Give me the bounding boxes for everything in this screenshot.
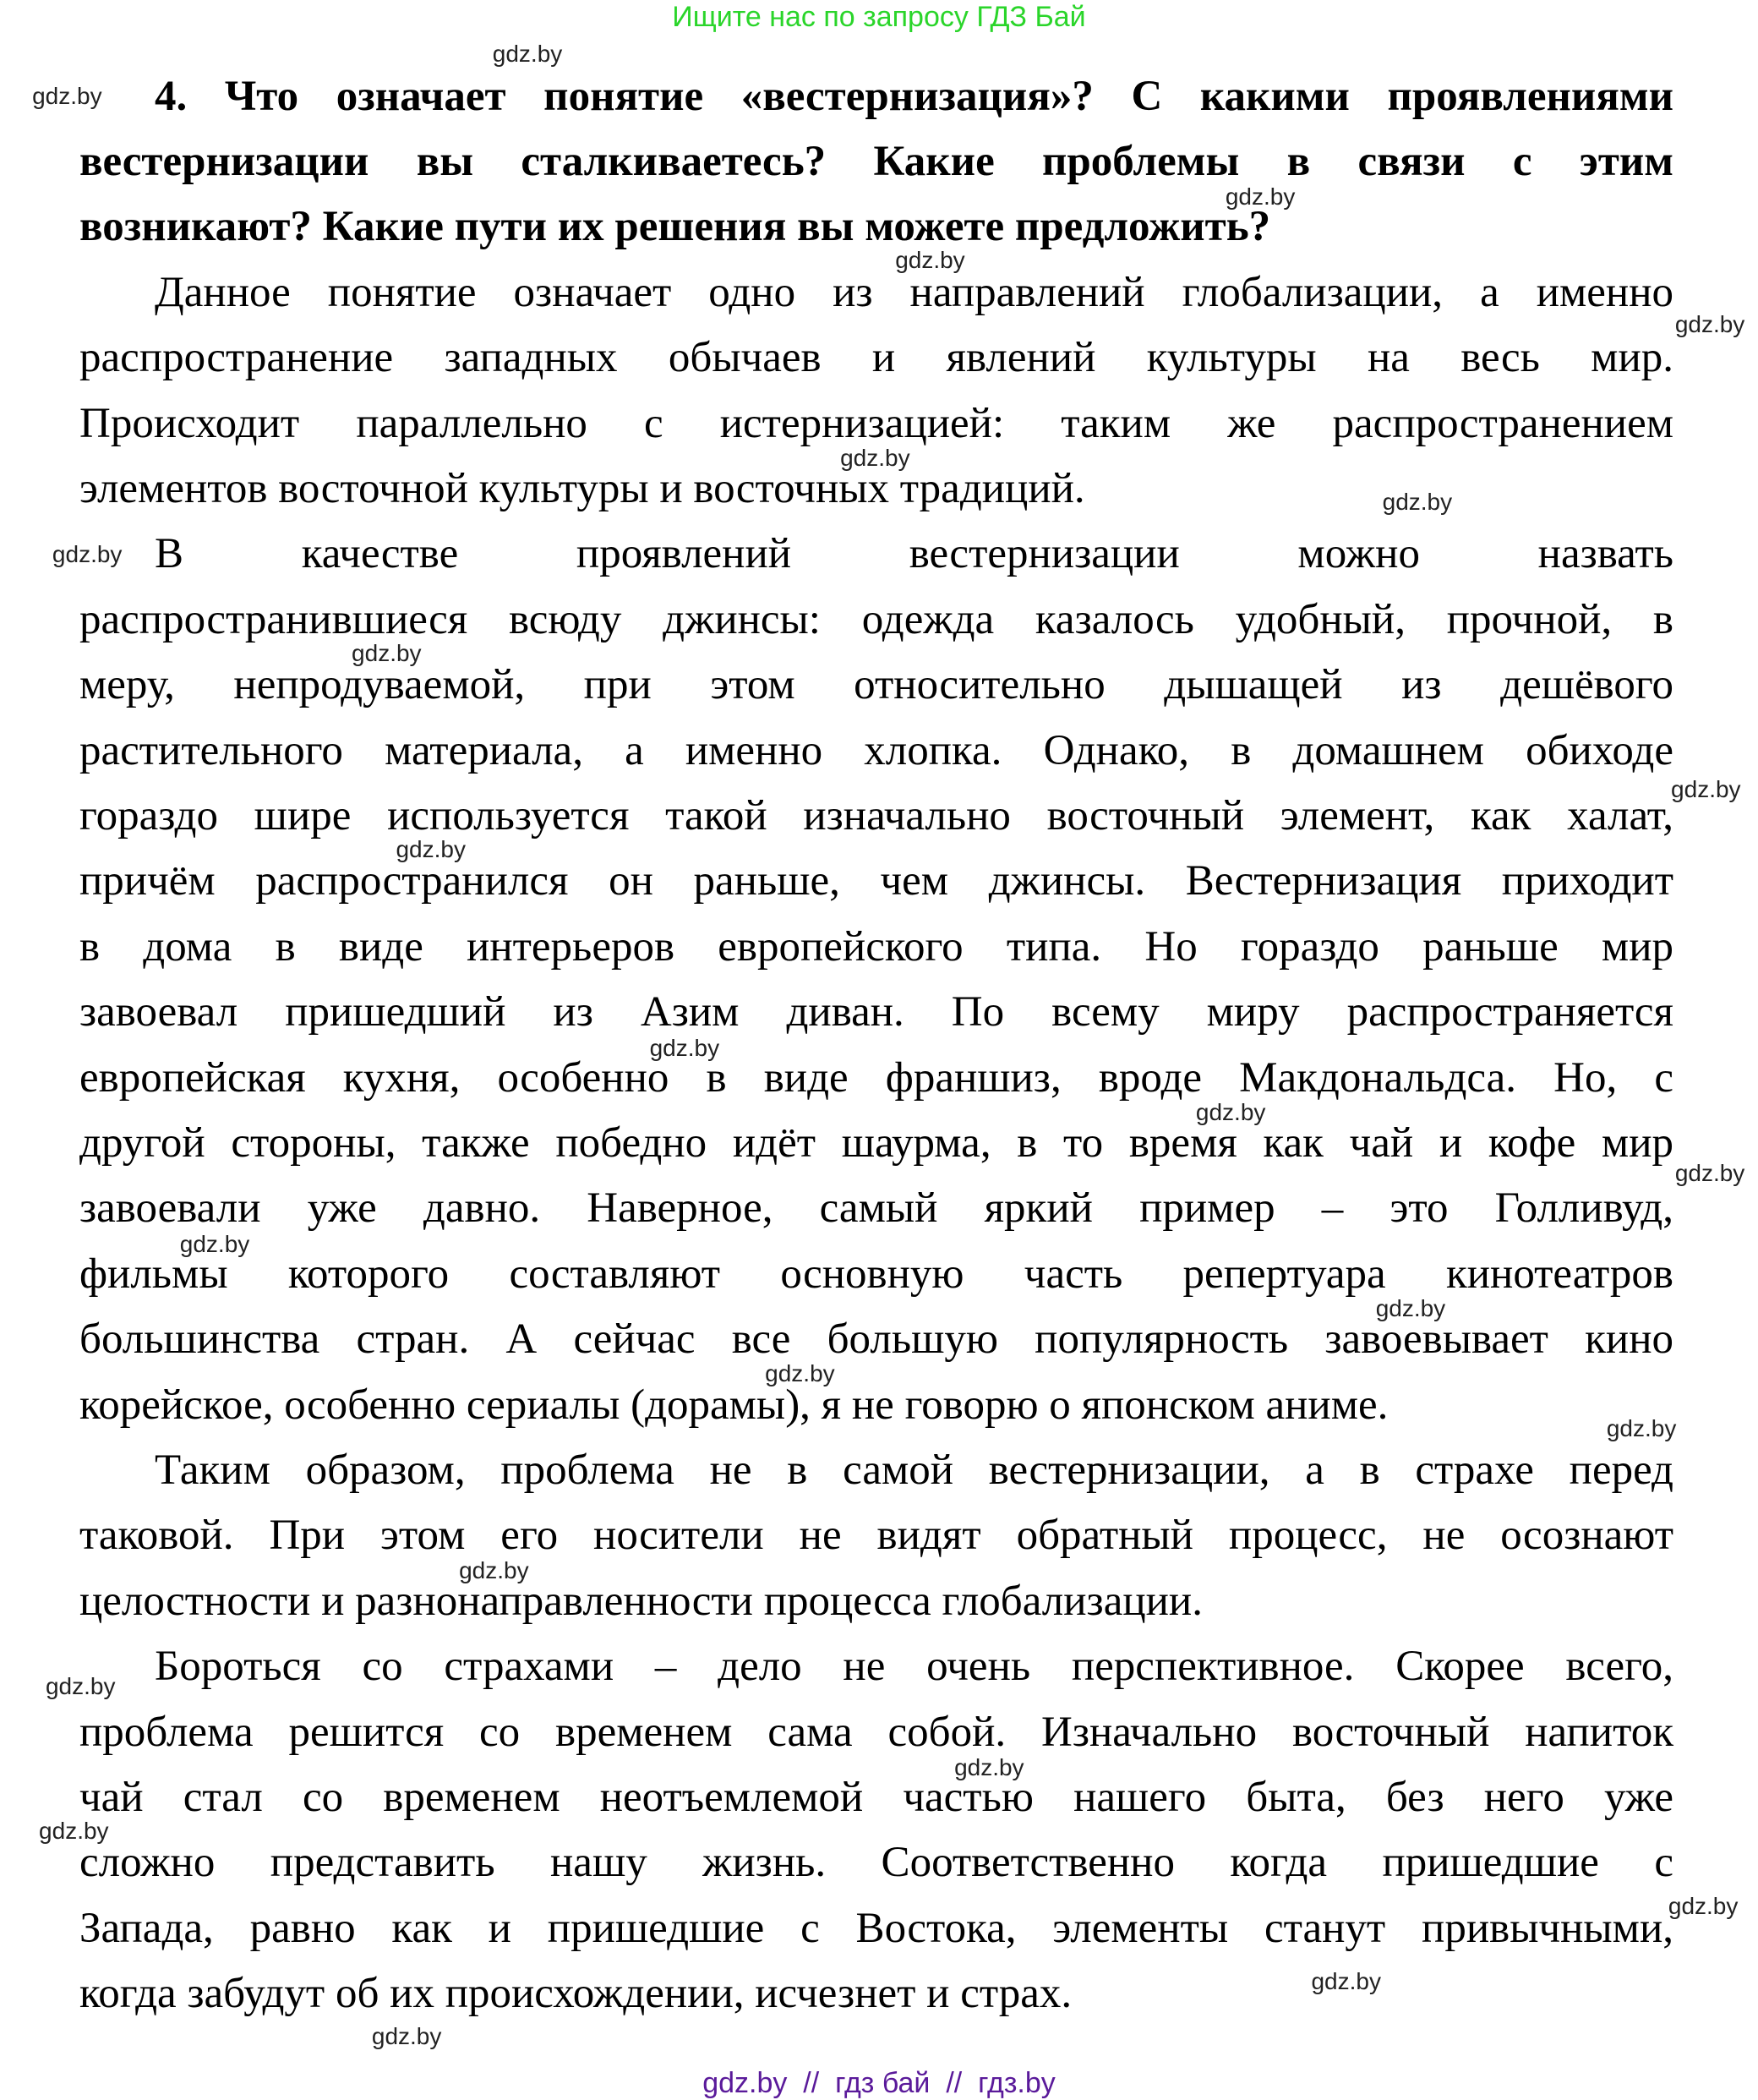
watermark-text: gdz.by — [1668, 1892, 1739, 1919]
paragraph-line: другой стороны, также победно идёт шаурма, в то время как чай и кофе мир — [79, 1118, 1673, 1167]
watermark-text: gdz.by — [840, 444, 910, 471]
watermark-text: gdz.by — [45, 1672, 116, 1699]
paragraph-line: проблема решится со временем сама собой. Изначально восточный напиток — [79, 1708, 1673, 1756]
paragraph-line: корейское, особенно сериалы (дорамы), я не говорю о японском аниме. — [79, 1381, 1389, 1429]
watermark-text: gdz.by — [1671, 775, 1741, 802]
footer-banner[interactable]: gdz.by // гдз бай // гдз.by — [702, 2067, 1056, 2099]
paragraph-line: целостности и разнонаправленности процесса глобализации. — [79, 1577, 1203, 1625]
watermark-text: gdz.by — [1606, 1414, 1677, 1441]
watermark-text: gdz.by — [459, 1556, 529, 1583]
watermark-text: gdz.by — [371, 2022, 442, 2049]
paragraph-line: чай стал со временем неотъемлемой частью нашего быта, без него уже — [79, 1773, 1673, 1821]
watermark-text: gdz.by — [1382, 488, 1453, 515]
paragraph-line: фильмы которого составляют основную часть репертуара кинотеатров — [79, 1250, 1673, 1298]
paragraph-line: сложно представить нашу жизнь. Соответственно когда пришедшие с — [79, 1839, 1673, 1887]
watermark-text: gdz.by — [649, 1035, 720, 1062]
watermark-text: gdz.by — [1195, 1099, 1266, 1126]
paragraph-line: меру, непродуваемой, при этом относительно дышащей из дешёвого — [79, 661, 1673, 709]
paragraph-line: гораздо шире используется такой изначально восточный элемент, как халат, — [79, 791, 1673, 839]
question-line: 4. Что означает понятие «вестернизация»? С какими проявлениями — [155, 72, 1673, 120]
watermark-text: gdz.by — [492, 40, 563, 67]
paragraph-line: распространение западных обычаев и явлений культуры на весь мир. — [79, 334, 1673, 382]
paragraph-line: Запада, равно как и пришедшие с Востока, элементы станут привычными, — [79, 1904, 1673, 1952]
paragraph-line: распространившиеся всюду джинсы: одежда казалось удобный, прочной, в — [79, 595, 1673, 643]
watermark-text: gdz.by — [39, 1818, 109, 1845]
watermark-text: gdz.by — [1674, 1159, 1745, 1186]
watermark-text: gdz.by — [895, 247, 965, 274]
watermark-text: gdz.by — [52, 540, 123, 567]
paragraph-line: большинства стран. А сейчас все большую популярность завоевывает кино — [79, 1315, 1673, 1364]
question-line: вестернизации вы сталкиваетесь? Какие проблемы в связи с этим — [79, 137, 1673, 185]
paragraph-line: причём распространился он раньше, чем джинсы. Вестернизация приходит — [79, 857, 1673, 905]
question-line: возникают? Какие пути их решения вы можете предложить? — [79, 203, 1271, 251]
paragraph-line: элементов восточной культуры и восточных традиций. — [79, 464, 1085, 512]
watermark-text: gdz.by — [179, 1231, 250, 1258]
paragraph-line: завоевали уже давно. Наверное, самый яркий пример – это Голливуд, — [79, 1184, 1673, 1233]
paragraph-line: В качестве проявлений вестернизации можно назвать — [155, 530, 1673, 578]
paragraph-line: Таким образом, проблема не в самой вестернизации, а в страхе перед — [155, 1446, 1673, 1494]
paragraph-line: растительного материала, а именно хлопка. Однако, в домашнем обиходе — [79, 726, 1673, 774]
paragraph-line: в дома в виде интерьеров европейского типа. Но гораздо раньше мир — [79, 922, 1673, 971]
watermark-text: gdz.by — [1375, 1295, 1446, 1322]
header-banner: Ищите нас по запросу ГДЗ Бай — [672, 1, 1086, 33]
paragraph-line: Данное понятие означает одно из направлений глобализации, а именно — [155, 268, 1673, 316]
watermark-text: gdz.by — [32, 83, 102, 110]
watermark-text: gdz.by — [1225, 183, 1296, 211]
paragraph-line: когда забудут об их происхождении, исчезнет и страх. — [79, 1970, 1073, 2018]
paragraph-line: завоевал пришедший из Азим диван. По всему миру распространяется — [79, 988, 1673, 1036]
watermark-text: gdz.by — [352, 640, 422, 667]
paragraph-line: европейская кухня, особенно в виде франшиз, вроде Макдональдса. Но, с — [79, 1053, 1673, 1102]
paragraph-line: Бороться со страхами – дело не очень перспективное. Скорее всего, — [155, 1643, 1673, 1691]
paragraph-line: Происходит параллельно с истернизацией: таким же распространением — [79, 399, 1673, 447]
paragraph-line: таковой. При этом его носители не видят обратный процесс, не осознают — [79, 1512, 1673, 1560]
watermark-text: gdz.by — [396, 836, 466, 863]
watermark-text: gdz.by — [765, 1359, 835, 1386]
watermark-text: gdz.by — [1311, 1967, 1381, 1994]
watermark-text: gdz.by — [954, 1754, 1024, 1781]
watermark-text: gdz.by — [1674, 311, 1745, 338]
